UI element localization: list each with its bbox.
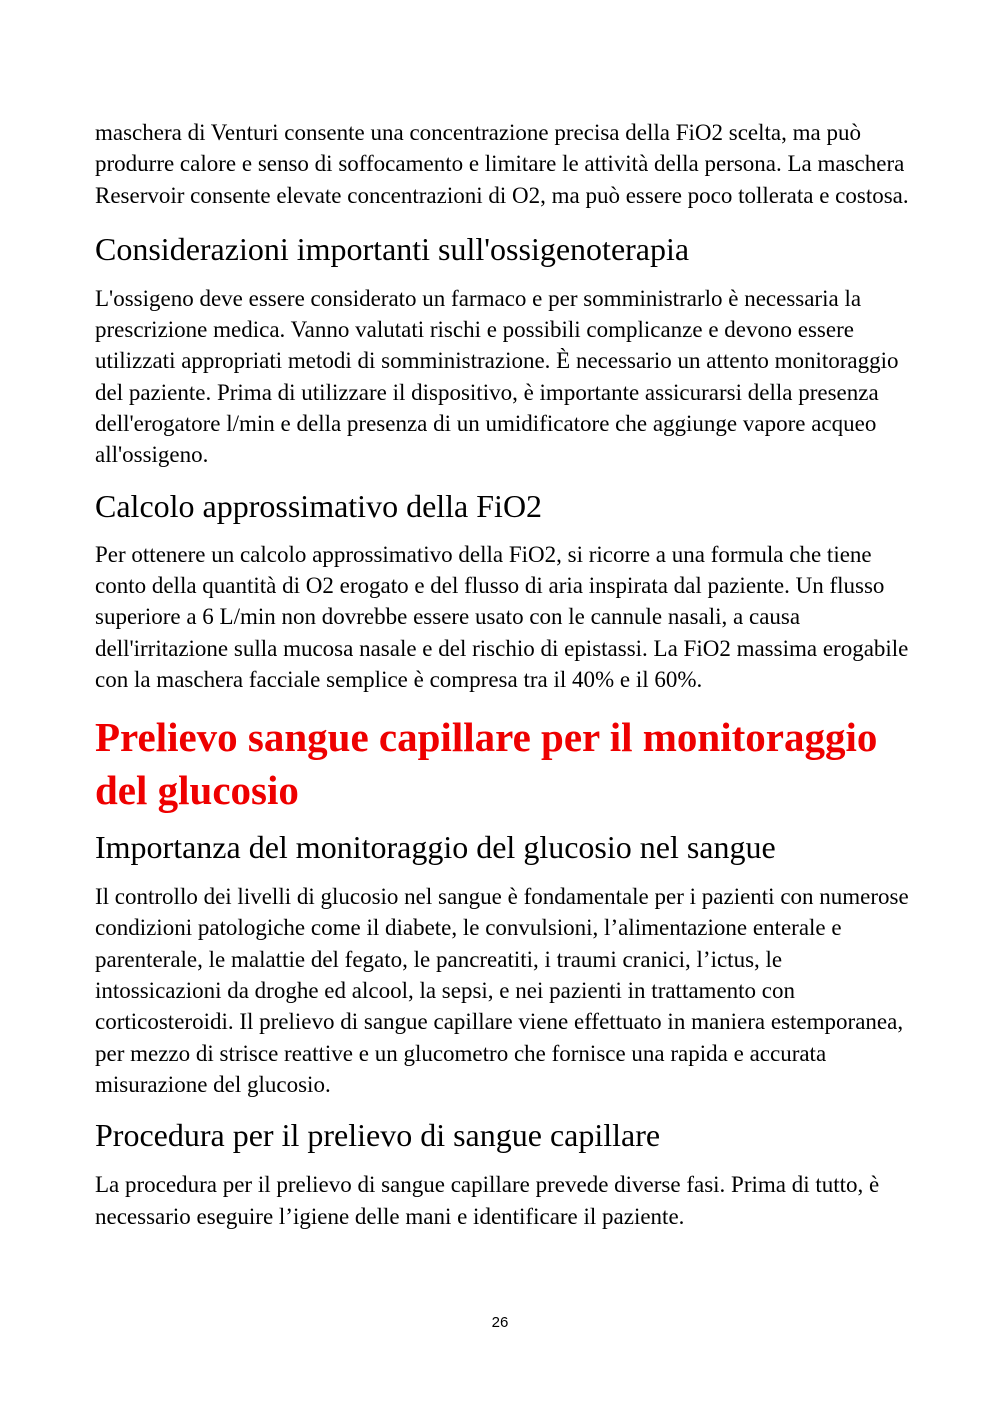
heading-considerazioni: Considerazioni importanti sull'ossigenoterapia bbox=[95, 230, 690, 267]
page-number: 26 bbox=[491, 1314, 509, 1331]
chapter-title: Prelievo sangue capillare per il monitoraggio del glucosio bbox=[95, 714, 878, 814]
document-page bbox=[95, 117, 910, 1232]
paragraph-procedura: La procedura per il prelievo di sangue capillare prevede diverse fasi. Prima di tutto, è necessario eseguire l’igiene delle mani e identificare il paziente. bbox=[95, 1172, 880, 1229]
heading-calcolo: Calcolo approssimativo della FiO2 bbox=[95, 487, 543, 524]
paragraph-intro: maschera di Venturi consente una concentrazione precisa della FiO2 scelta, ma può produrre calore e senso di soffocamento e limitare le attività della persona. La maschera Reservoir consente elevate concentrazioni di O2, ma può essere poco tollerata e costosa. bbox=[95, 120, 909, 208]
paragraph-considerazioni: L'ossigeno deve essere considerato un farmaco e per somministrarlo è necessaria la prescrizione medica. Vanno valutati rischi e possibili complicanze e devono essere utilizzati appropriati metodi di somministrazione. È necessario un attento monitoraggio del paziente. Prima di utilizzare il dispositivo, è importante assicurarsi della presenza dell'erogatore l/min e della presenza di un umidificatore che aggiunge vapore acqueo all'ossigeno. bbox=[95, 285, 899, 468]
paragraph-calcolo: Per ottenere un calcolo approssimativo della FiO2, si ricorre a una formula che tiene conto della quantità di O2 erogato e del flusso di aria inspirata dal paziente. Un flusso superiore a 6 L/min non dovrebbe essere usato con le cannule nasali, a causa dell'irritazione sulla mucosa nasale e del rischio di epistassi. La FiO2 massima erogabile con la maschera facciale semplice è compresa tra il 40% e il 60%. bbox=[95, 541, 909, 692]
heading-importanza: Importanza del monitoraggio del glucosio nel sangue bbox=[95, 829, 776, 866]
heading-procedura: Procedura per il prelievo di sangue capillare bbox=[95, 1117, 661, 1154]
paragraph-importanza: Il controllo dei livelli di glucosio nel sangue è fondamentale per i pazienti con numerose condizioni patologiche come il diabete, le convulsioni, l’alimentazione enterale e parenterale, le malattie del fegato, le pancreatiti, i traumi cranici, l’ictus, le intossicazioni da droghe ed alcool, la sepsi, e nei pazienti in trattamento con corticosteroidi. Il prelievo di sangue capillare viene effettuato in maniera estemporanea, per mezzo di strisce reattive e un glucometro che fornisce una rapida e accurata misurazione del glucosio. bbox=[95, 884, 909, 1097]
